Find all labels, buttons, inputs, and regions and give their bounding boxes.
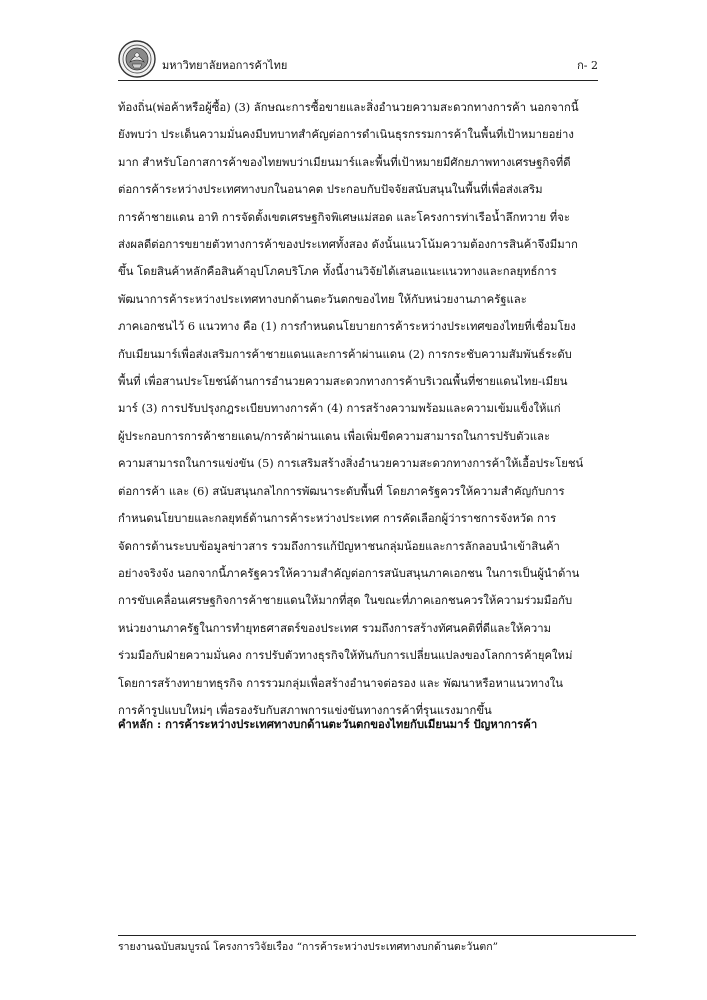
body-line: กับเมียนมาร์เพื่อส่งเสริมการค้าชายแดนและการค้าผ่านแดน (2) การกระชับความสัมพันธ์ระดับ bbox=[118, 347, 572, 361]
body-line: การค้ารูปแบบใหม่ๆ เพื่อรองรับกับสภาพการแข่งขันทางการค้าที่รุนแรงมากขึ้น bbox=[118, 703, 492, 717]
body-line: ความสามารถในการแข่งขัน (5) การเสริมสร้างสิ่งอำนวยความสะดวกทางการค้าให้เอื้อประโยชน์ bbox=[118, 457, 584, 471]
body-line: พื้นที่ เพื่อสานประโยชน์ด้านการอำนวยความสะดวกทางการค้าบริเวณพื้นที่ชายแดนไทย-เมียน bbox=[118, 375, 568, 389]
body-line: ร่วมมือกับฝ่ายความมั่นคง การปรับตัวทางธุรกิจให้ทันกับการเปลี่ยนแปลงของโลกการค้ายุคใหม่ bbox=[118, 649, 573, 663]
header-divider bbox=[118, 80, 598, 81]
body-line: ต่อการค้าระหว่างประเทศทางบกในอนาคต ประกอบกับปัจจัยสนับสนุนในพื้นที่เพื่อส่งเสริม bbox=[118, 183, 543, 197]
body-line: พัฒนาการค้าระหว่างประเทศทางบกด้านตะวันตกของไทย ให้กับหน่วยงานภาครัฐและ bbox=[118, 292, 527, 306]
body-line: โดยการสร้างทายาทธุรกิจ การรวมกลุ่มเพื่อสร้างอำนาจต่อรอง และ พัฒนาหรือหาแนวทางใน bbox=[118, 676, 563, 690]
body-line: ท้องถิ่น(พ่อค้าหรือผู้ซื้อ) (3) ลักษณะการซื้อขายและสิ่งอำนวยความสะดวกทางการค้า นอกจากนี้ bbox=[118, 101, 579, 114]
body-line: หน่วยงานภาครัฐในการทำยุทธศาสตร์ของประเทศ รวมถึงการสร้างทัศนคติที่ดีและให้ความ bbox=[118, 621, 552, 635]
body-line: ยังพบว่า ประเด็นความมั่นคงมีบทบาทสำคัญต่อการดำเนินธุรกรรมการค้าในพื้นที่เป้าหมายอย่าง bbox=[118, 128, 574, 142]
body-line: การค้าชายแดน อาทิ การจัดตั้งเขตเศรษฐกิจพิเศษแม่สอด และโครงการท่าเรือน้ำลึกทวาย ที่จะ bbox=[118, 210, 570, 224]
body-line: มาก สำหรับโอกาสการค้าของไทยพบว่าเมียนมาร์และพื้นที่เป้าหมายมีศักยภาพทางเศรษฐกิจที่ดี bbox=[118, 155, 571, 169]
body-line: ขึ้น โดยสินค้าหลักคือสินค้าอุปโภคบริโภค ทั้งนี้งานวิจัยได้เสนอแนะแนวทางและกลยุทธ์การ bbox=[118, 265, 557, 279]
keywords: คำหลัก : การค้าระหว่างประเทศทางบกด้านตะวันตกของไทยกับเมียนมาร์ ปัญหาการค้า bbox=[118, 717, 538, 731]
page-footer: รายงานฉบับสมบูรณ์ โครงการวิจัยเรื่อง “การค้าระหว่างประเทศทางบกด้านตะวันตก” bbox=[118, 941, 498, 953]
page-header bbox=[118, 40, 598, 80]
body-line: ผู้ประกอบการการค้าชายแดน/การค้าผ่านแดน เพื่อเพิ่มขีดความสามารถในการปรับตัวและ bbox=[118, 429, 551, 443]
body-line: จัดการด้านระบบข้อมูลข่าวสาร รวมถึงการแก้ปัญหาชนกลุ่มน้อยและการลักลอบนำเข้าสินค้า bbox=[118, 539, 560, 553]
body-line: ต่อการค้า และ (6) สนับสนุนกลไกการพัฒนาระดับพื้นที่ โดยภาครัฐควรให้ความสำคัญกับการ bbox=[118, 484, 565, 498]
body-line: ภาคเอกชนไว้ 6 แนวทาง คือ (1) การกำหนดนโยบายการค้าระหว่างประเทศของไทยที่เชื่อมโยง bbox=[118, 320, 576, 334]
body-line: กำหนดนโยบายและกลยุทธ์ด้านการค้าระหว่างประเทศ การคัดเลือกผู้ว่าราชการจังหวัด การ bbox=[118, 512, 557, 526]
abstract-body bbox=[118, 94, 596, 724]
body-line: การขับเคลื่อนเศรษฐกิจการค้าชายแดนให้มากที่สุด ในขณะที่ภาคเอกชนควรให้ความร่วมมือกับ bbox=[118, 594, 573, 608]
university-seal-icon bbox=[118, 40, 156, 78]
body-line: ส่งผลดีต่อการขยายตัวทางการค้าของประเทศทั้งสอง ดังนั้นแนวโน้มความต้องการสินค้าจึงมีมาก bbox=[118, 238, 578, 252]
page-number: ก- 2 bbox=[577, 59, 598, 72]
body-line: มาร์ (3) การปรับปรุงกฎระเบียบทางการค้า (4) การสร้างความพร้อมและความเข้มแข็งให้แก่ bbox=[118, 402, 561, 416]
header-title: มหาวิทยาลัยหอการค้าไทย bbox=[162, 59, 288, 72]
footer-divider bbox=[118, 935, 636, 936]
body-line: อย่างจริงจัง นอกจากนี้ภาครัฐควรให้ความสำคัญต่อการสนับสนุนภาคเอกชน ในการเป็นผู้นำด้าน bbox=[118, 566, 580, 580]
